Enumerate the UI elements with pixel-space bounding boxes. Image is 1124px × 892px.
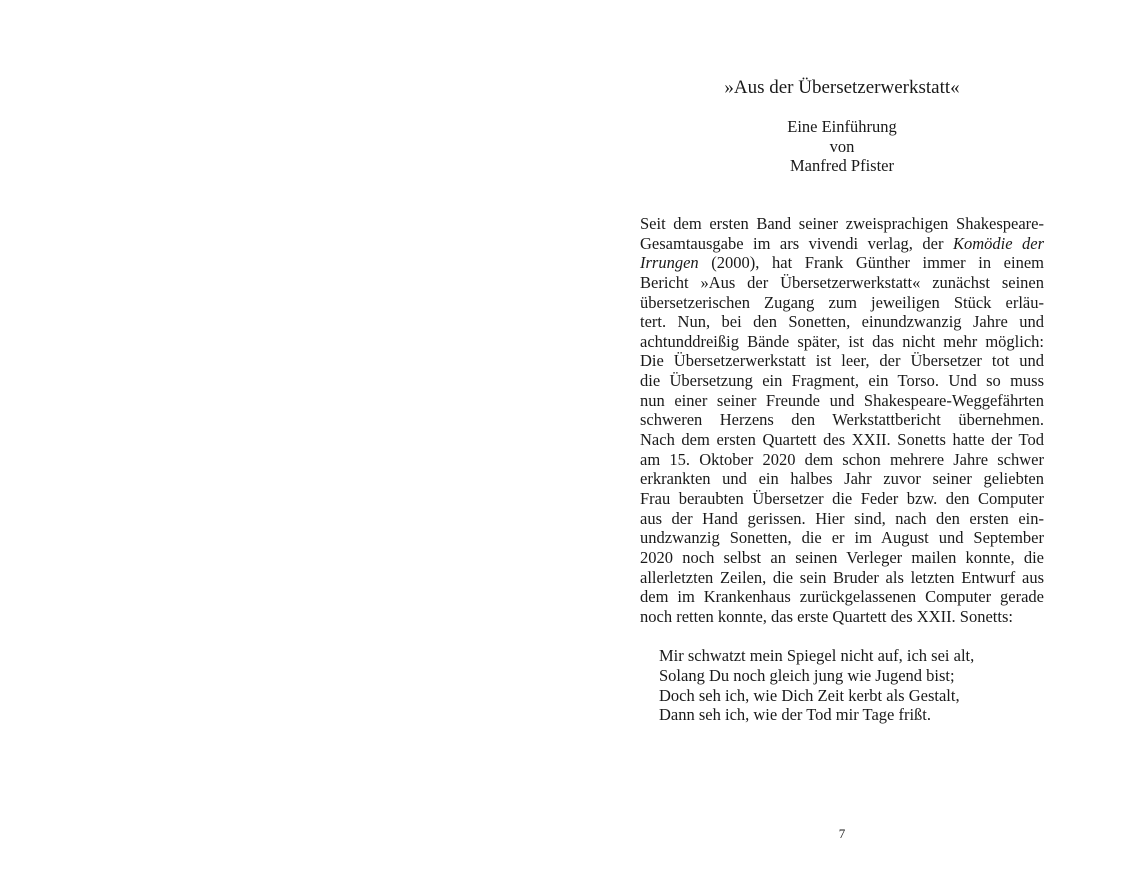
body-line-text: achtunddreißig Bände später, ist das nicht mehr möglich: <box>640 331 1044 351</box>
body-line <box>640 469 1044 489</box>
body-line <box>640 528 1044 548</box>
body-line-italic-title: Komödie der <box>952 233 1044 253</box>
body-line <box>640 312 1044 332</box>
body-line-text: übersetzerischen Zugang zum jeweiligen Stück erläu- <box>640 292 1044 312</box>
body-line-italic-title: Irrungen <box>640 253 699 273</box>
body-line <box>640 607 1044 627</box>
body-line-text: Gesamtausgabe im ars vivendi verlag, der <box>640 233 953 253</box>
body-line <box>640 351 1044 371</box>
poem-line: Doch seh ich, wie Dich Zeit kerbt als Gestalt, <box>659 685 960 705</box>
body-line <box>640 234 1044 254</box>
byline-von: von <box>829 136 855 156</box>
body-line-text: die Übersetzung ein Fragment, ein Torso. Und so muss <box>640 371 1044 391</box>
body-line-text: Nach dem ersten Quartett des XXII. Sonetts hatte der Tod <box>640 430 1044 450</box>
body-line <box>640 489 1044 509</box>
body-line <box>640 410 1044 430</box>
left-page-blank <box>0 0 560 892</box>
body-line <box>640 293 1044 313</box>
body-line <box>640 253 1044 273</box>
body-line-text: am 15. Oktober 2020 dem schon mehrere Jahre schwer <box>640 449 1044 469</box>
body-line-text: 2020 noch selbst an seinen Verleger mailen konnte, die <box>640 547 1044 567</box>
body-line <box>640 548 1044 568</box>
body-line-text: undzwanzig Sonetten, die er im August und September <box>640 528 1044 548</box>
poem-line: Mir schwatzt mein Spiegel nicht auf, ich sei alt, <box>659 646 975 665</box>
body-line-text: schweren Herzens den Werkstattbericht übernehmen. <box>640 410 1044 430</box>
body-line-text: noch retten konnte, das erste Quartett des XXII. Sonetts: <box>640 606 1013 626</box>
body-line-text: Frau beraubten Übersetzer die Feder bzw. den Computer <box>640 488 1044 508</box>
byline-author: Manfred Pfister <box>789 156 894 175</box>
body-line-text: erkrankten und ein halbes Jahr zuvor seiner geliebten <box>640 469 1044 489</box>
body-line-text: Bericht »Aus der Übersetzerwerkstatt« zunächst seinen <box>640 272 1044 292</box>
byline-subtitle: Eine Einführung <box>787 117 897 136</box>
body-line <box>640 587 1044 607</box>
body-line <box>640 332 1044 352</box>
body-line-text: Seit dem ersten Band seiner zweisprachigen Shakespeare- <box>640 214 1044 233</box>
body-paragraph <box>640 214 1044 626</box>
body-line <box>640 273 1044 293</box>
body-line-text: nun einer seiner Freunde und Shakespeare-Weggefährten <box>640 390 1044 410</box>
body-line-text: tert. Nun, bei den Sonetten, einundzwanzig Jahre und <box>640 312 1044 332</box>
byline <box>640 117 1044 176</box>
page-number: 7 <box>838 826 846 841</box>
poem-quatrain <box>659 646 974 725</box>
poem-line: Dann seh ich, wie der Tod mir Tage frißt. <box>659 705 932 725</box>
body-line <box>640 214 1044 234</box>
chapter-title: »Aus der Übersetzerwerkstatt« <box>724 77 960 98</box>
body-line <box>640 391 1044 411</box>
body-line <box>640 568 1044 588</box>
body-line-text: Die Übersetzerwerkstatt ist leer, der Übersetzer tot und <box>640 351 1044 371</box>
body-line-text: allerletzten Zeilen, die sein Bruder als letzten Entwurf aus <box>640 567 1044 587</box>
body-line-text: aus der Hand gerissen. Hier sind, nach den ersten ein- <box>640 508 1044 528</box>
body-line <box>640 509 1044 529</box>
poem-line: Solang Du noch gleich jung wie Jugend bist; <box>659 665 955 685</box>
body-line <box>640 450 1044 470</box>
body-line-text: dem im Krankenhaus zurückgelassenen Computer gerade <box>640 587 1044 607</box>
body-line-text: (2000), hat Frank Günther immer in einem <box>698 253 1044 273</box>
body-line <box>640 430 1044 450</box>
body-line <box>640 371 1044 391</box>
